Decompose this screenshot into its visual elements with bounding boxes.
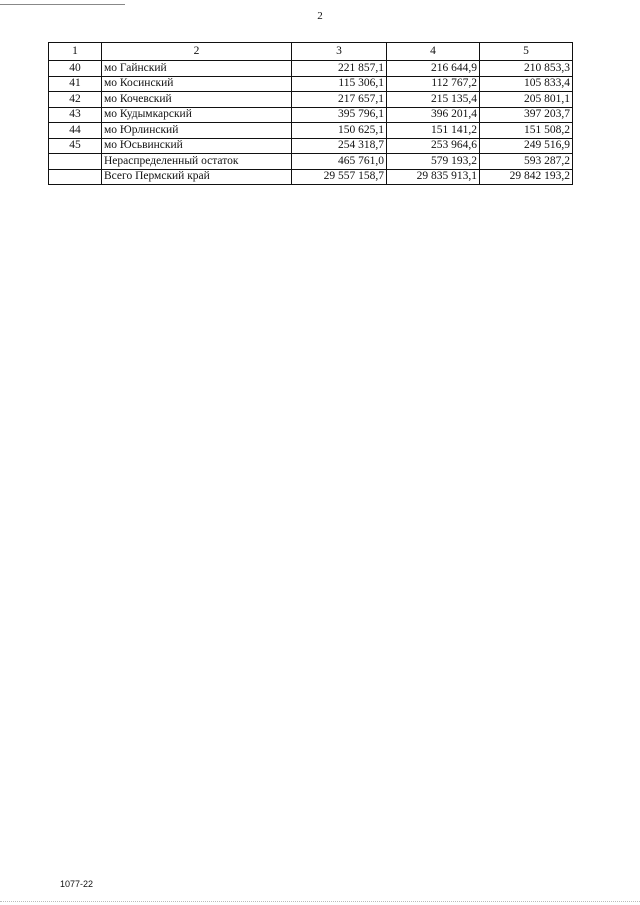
value-col-3: 254 318,7 [292, 138, 387, 154]
row-number: 41 [49, 76, 102, 92]
row-number: 45 [49, 138, 102, 154]
row-label: Всего Пермский край [102, 169, 292, 185]
municipality-name: мо Кудымкарский [102, 107, 292, 123]
page-number: 2 [317, 10, 323, 22]
value-col-4: 151 141,2 [387, 123, 480, 139]
header-col-1: 1 [49, 43, 102, 61]
header-col-4: 4 [387, 43, 480, 61]
value-col-3: 150 625,1 [292, 123, 387, 139]
table-row-total [49, 169, 573, 185]
table-row [49, 92, 573, 108]
value-col-5: 210 853,3 [480, 61, 573, 77]
value-col-5: 205 801,1 [480, 92, 573, 108]
table-row [49, 138, 573, 154]
budget-table [48, 42, 573, 185]
row-number: 43 [49, 107, 102, 123]
table-row-unallocated [49, 154, 573, 170]
municipality-name: мо Кочевский [102, 92, 292, 108]
value-col-5: 151 508,2 [480, 123, 573, 139]
header-col-5: 5 [480, 43, 573, 61]
municipality-name: мо Юсьвинский [102, 138, 292, 154]
value-col-4: 215 135,4 [387, 92, 480, 108]
value-col-3: 217 657,1 [292, 92, 387, 108]
value-col-3: 115 306,1 [292, 76, 387, 92]
row-number [49, 169, 102, 185]
table-header-row [49, 43, 573, 61]
value-col-4: 216 644,9 [387, 61, 480, 77]
value-col-4: 579 193,2 [387, 154, 480, 170]
value-col-5: 105 833,4 [480, 76, 573, 92]
row-number: 44 [49, 123, 102, 139]
value-col-3: 465 761,0 [292, 154, 387, 170]
value-col-4: 112 767,2 [387, 76, 480, 92]
value-col-4: 29 835 913,1 [387, 169, 480, 185]
municipality-name: мо Гайнский [102, 61, 292, 77]
table-row [49, 123, 573, 139]
value-col-3: 395 796,1 [292, 107, 387, 123]
header-col-2: 2 [102, 43, 292, 61]
value-col-4: 253 964,6 [387, 138, 480, 154]
table-row [49, 61, 573, 77]
value-col-3: 29 557 158,7 [292, 169, 387, 185]
row-number [49, 154, 102, 170]
table-row [49, 107, 573, 123]
value-col-5: 397 203,7 [480, 107, 573, 123]
value-col-4: 396 201,4 [387, 107, 480, 123]
row-number: 40 [49, 61, 102, 77]
row-number: 42 [49, 92, 102, 108]
municipality-name: мо Косинский [102, 76, 292, 92]
value-col-5: 249 516,9 [480, 138, 573, 154]
municipality-name: мо Юрлинский [102, 123, 292, 139]
bottom-edge-rule [0, 901, 640, 902]
value-col-5: 593 287,2 [480, 154, 573, 170]
table-row [49, 76, 573, 92]
value-col-5: 29 842 193,2 [480, 169, 573, 185]
document-code: 1077-22 [60, 879, 94, 889]
value-col-3: 221 857,1 [292, 61, 387, 77]
header-col-3: 3 [292, 43, 387, 61]
row-label: Нераспределенный остаток [102, 154, 292, 170]
top-edge-rule [0, 4, 125, 5]
